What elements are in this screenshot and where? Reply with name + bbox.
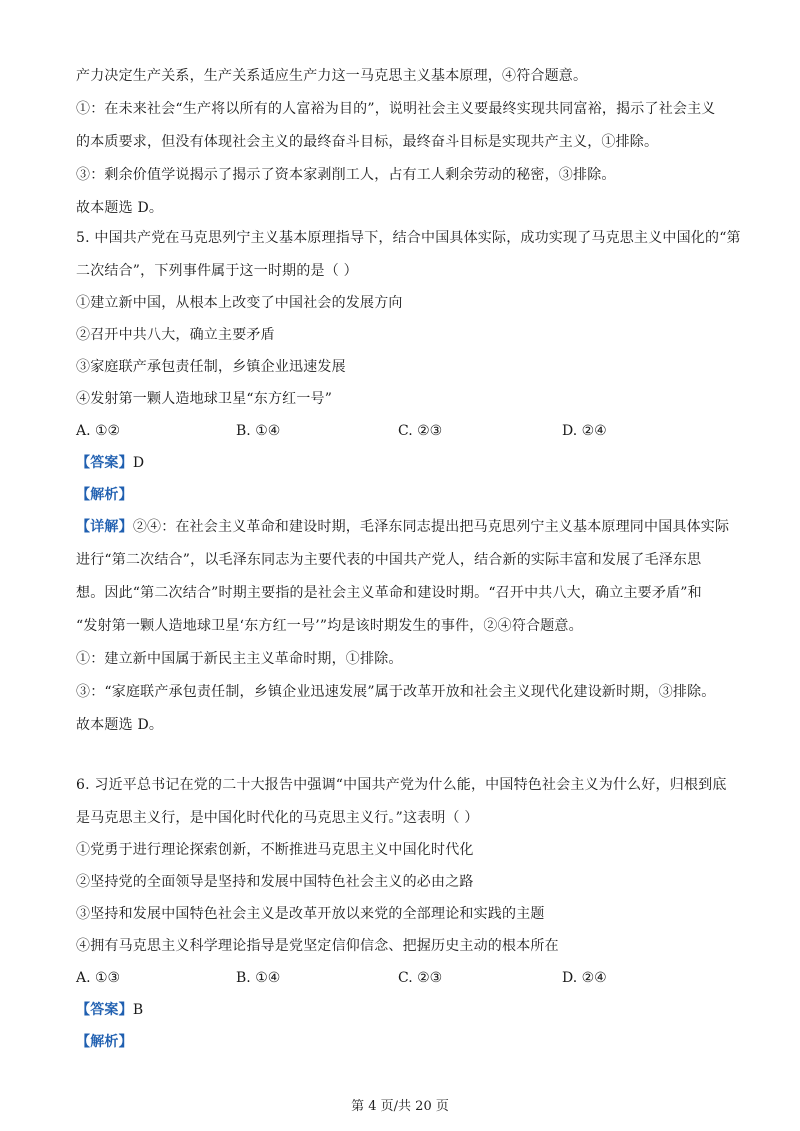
q6-options <box>76 968 736 988</box>
q5-answer <box>76 453 736 473</box>
prev-analysis-line-1: 产力决定生产关系，生产关系适应生产力这一马克思主义基本原理，④符合题意。 <box>76 68 588 84</box>
q5-analysis-heading <box>76 485 736 505</box>
q5-answer-tag: 【答案】 <box>76 455 133 471</box>
q6-stem-line-1: 6. 习近平总书记在党的二十大报告中强调“中国共产党为什么能，中国特色社会主义为什么好，归根到底 <box>76 777 727 793</box>
q5-item-1: ①建立新中国，从根本上改变了中国社会的发展方向 <box>76 295 403 311</box>
q6-item-1: ①党勇于进行理论探索创新，不断推进马克思主义中国化时代化 <box>76 842 474 858</box>
prev-analysis-conclusion: 故本题选 D。 <box>76 200 164 216</box>
q5-detail-line-5: ①：建立新中国属于新民主主义革命时期，①排除。 <box>76 651 403 667</box>
q6-item-3: ③坚持和发展中国特色社会主义是改革开放以来党的全部理论和实践的主题 <box>76 906 545 922</box>
q5-options <box>76 421 736 441</box>
q5-answer-value: D <box>132 455 145 471</box>
q5-detail-line-2: 进行“第二次结合”，以毛泽东同志为主要代表的中国共产党人，结合新的实际丰富和发展了毛泽东思 <box>76 552 702 568</box>
q6-option-a: A. ①③ <box>76 970 121 986</box>
q5-item-3: ③家庭联产承包责任制，乡镇企业迅速发展 <box>76 359 346 375</box>
q6-analysis-heading <box>76 1032 736 1052</box>
q6-answer-value: B <box>132 1002 144 1018</box>
q6-option-c: C. ②③ <box>398 970 443 986</box>
q5-detail-conclusion: 故本题选 D。 <box>76 717 164 733</box>
q6-item-2: ②坚持党的全面领导是坚持和发展中国特色社会主义的必由之路 <box>76 874 474 890</box>
q5-stem-line-2: 二次结合”，下列事件属于这一时期的是（ ） <box>76 263 358 279</box>
q5-detail-text-1: ②④：在社会主义革命和建设时期，毛泽东同志提出把马克思列宁主义基本原理同中国具体实际 <box>132 519 730 535</box>
q6-answer <box>76 1000 736 1020</box>
q6-item-4: ④拥有马克思主义科学理论指导是党坚定信仰信念、把握历史主动的根本所在 <box>76 938 559 954</box>
q5-option-c: C. ②③ <box>398 423 443 439</box>
prev-analysis-line-4: ③：剩余价值学说揭示了揭示了资本家剥削工人，占有工人剩余劳动的秘密，③排除。 <box>76 167 616 183</box>
q5-item-2: ②召开中共八大，确立主要矛盾 <box>76 327 275 343</box>
prev-analysis-line-2: ①：在未来社会“生产将以所有的人富裕为目的”，说明社会主义要最终实现共同富裕，揭示了社会主义 <box>76 101 716 117</box>
q5-detail-tag: 【详解】 <box>76 519 133 535</box>
q5-detail-line-6: ③：“家庭联产承包责任制，乡镇企业迅速发展”属于改革开放和社会主义现代化建设新时期，③排除。 <box>76 684 716 700</box>
q5-detail-line-3: 想。因此“第二次结合”时期主要指的是社会主义革命和建设时期。“召开中共八大，确立主要矛盾”和 <box>76 585 702 601</box>
q5-item-4: ④发射第一颗人造地球卫星“东方红一号” <box>76 391 333 407</box>
q5-detail-line-1 <box>76 517 736 537</box>
q6-answer-tag: 【答案】 <box>76 1002 133 1018</box>
q5-stem-line-1: 5. 中国共产党在马克思列宁主义基本原理指导下，结合中国具体实际，成功实现了马克思主义中国化的“第 <box>76 230 741 246</box>
q6-option-b: B. ①④ <box>236 970 281 986</box>
q5-analysis-tag: 【解析】 <box>76 487 133 503</box>
page-number-footer: 第 4 页/共 20 页 <box>351 1099 449 1114</box>
q5-option-d: D. ②④ <box>562 423 607 439</box>
q6-stem-line-2: 是马克思主义行，是中国化时代化的马克思主义行。”这表明（ ） <box>76 810 479 826</box>
q6-analysis-tag: 【解析】 <box>76 1034 133 1050</box>
q6-option-d: D. ②④ <box>562 970 607 986</box>
q5-detail-line-4: “发射第一颗人造地球卫星‘东方红一号’”均是该时期发生的事件，②④符合题意。 <box>76 618 583 634</box>
q5-option-b: B. ①④ <box>236 423 281 439</box>
q5-option-a: A. ①② <box>76 423 121 439</box>
prev-analysis-line-3: 的本质要求，但没有体现社会主义的最终奋斗目标，最终奋斗目标是实现共产主义，①排除。 <box>76 134 659 150</box>
